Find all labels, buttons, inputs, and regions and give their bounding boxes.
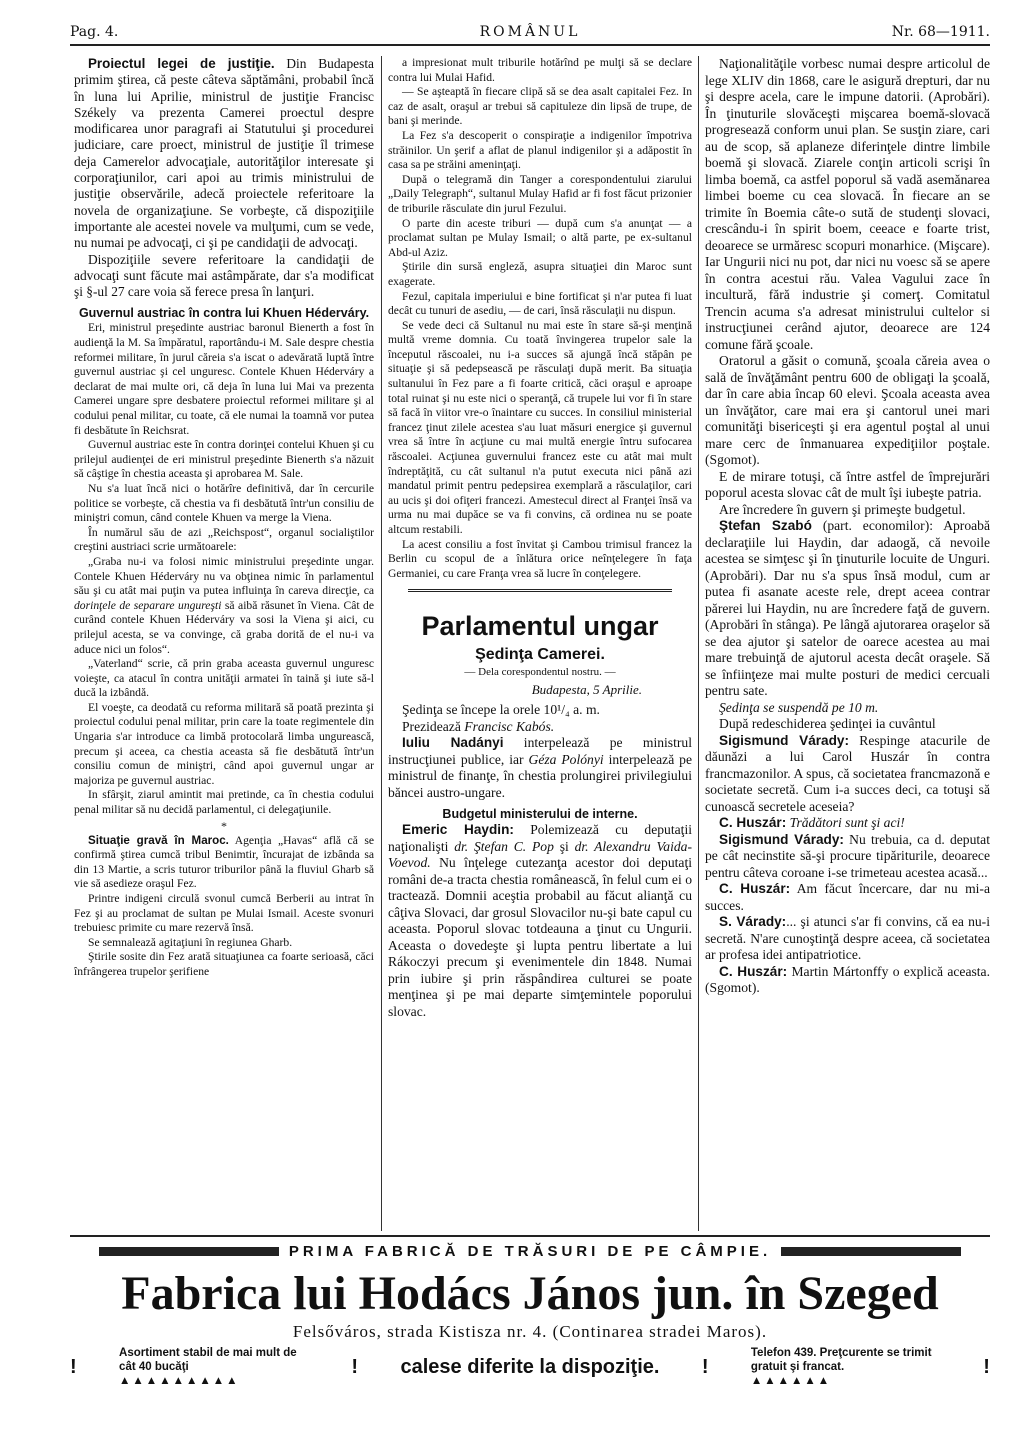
dateline: Budapesta, 5 Aprilie.	[531, 682, 642, 698]
ad-exclamation: !	[983, 1355, 990, 1378]
ad-assortment: Asortiment stabil de mai mult de cât 40 bucăţi ▲▲▲▲▲▲▲▲▲	[119, 1346, 309, 1388]
article-paragraph: La Fez s'a descoperit o conspiraţie a indigenilor împotriva străinilor. Un şerif a aflat de planul indigenilor şi a adăpostit în casa sa pe străini ameninţaţi.	[388, 128, 692, 172]
article-paragraph: Eri, ministrul preşedinte austriac baronul Bienerth a fost în audienţă la M. Sa împăratul, raportându-i M. Sale despre chestia reformei militare, în jurul căreia s'a iscat o adevărată luptă între guvernul austriac şi cel unguresc. Contele Khuen Héderváry a declarat de mai multe ori, că deja în luna lui Mai va prezenta Camerei ungare spre desbatere proiectul reformei militare şi al codului penal militar, cu toate, că ele numai la toamnă vor putea fi desbătute în Reichsrat.	[74, 321, 374, 437]
ad-address: Felsőváros, strada Kistisza nr. 4. (Continarea stradei Maros).	[292, 1322, 768, 1341]
article-paragraph: Nu s'a luat încă nici o hotărîre definitivă, dar în cercurile politice se vorbeşte, că chestia va fi desbătută într'un consiliu de miniştri comun, când contele Khuen va merge la Viena.	[74, 481, 374, 525]
article-paragraph: După redeschiderea şedinţei ia cuvântul	[719, 716, 936, 731]
section-separator: *	[221, 818, 227, 833]
article-paragraph: Are încredere în guvern şi primeşte budgetul.	[719, 501, 966, 517]
article-title: Proiectul legei de justiţie.	[88, 56, 275, 71]
article-paragraph: a impresionat mult triburile hotărînd pe mulţi să se declare contra lui Mulai Hafid.	[388, 56, 692, 84]
article-paragraph: La acest consiliu a fost învitat şi Cambou trimisul francez la Berlin cu scopul de a înlătura orice neînţelegere în faţa Germaniei, cu care Franţa vrea să lucre în conţelegere.	[388, 537, 692, 580]
article-paragraph: Şedinţa se suspendă pe 10 m.	[719, 699, 879, 715]
article-paragraph: In sfârşit, ziarul amintit mai pretinde, ca în chestia codului penal militar să nu decidă parlamentul, ci delegaţiunile.	[74, 788, 374, 817]
article-paragraph: Sigismund Várady: Nu trebuia, ca d. deputat pe cât necinstite să-şi procure tipăriturile, deoarece pentru câteva coroane i-se trimeteau acestea acasă...	[705, 831, 990, 880]
ad-top-rule	[70, 1235, 990, 1237]
article-paragraph: E de mirare totuşi, că între astfel de împrejurări poporul acesta slovac cât de mult îşi iubeşte patria.	[705, 468, 990, 500]
ad-exclamation: !	[701, 1355, 709, 1378]
article-paragraph: Proiectul legei de justiţie. Din Budapesta primim ştirea, că peste câteva săptămâni, probabil încă în luna lui Aprilie, ministrul de justiţie Francisc Székely va prezenta Camerei proectul despre modificarea unor paragrafi ai Statutului şi procedurei judiciare, care proect, ministrul de justiţie îl trimese deja Camerelor advocaţiale, autorităţilor interesate şi corporaţiunilor, cari apoi au trimis ministrului de justiţie observările, adecă proiectele referitoare la novela de organizaţiune. Se vorbeşte, că dispoziţiile importante ale acestei novele va mulţumi, cum se vede, nu numai pe advocaţi, ci şi pe candidaţii de advocaţi.	[74, 56, 374, 251]
article-paragraph: Emeric Haydin: Polemizează cu deputaţii naţionalişti dr. Ştefan C. Pop şi dr. Alexandru Vaida-Voevod. Nu înţelege cutezanţa acestor doi deputaţi români de-a tracta chestia românească, în felul cum ei o tractează. Domnii aceştia probabil au făcut alianţă cu câţiva Slovaci, dar grosul Slovacilor nu-şi bate capul cu aceasta. Poporul slovac totdeauna a ţinut cu Ungurii. Aceasta o dovedeşte şi lupta pentru libertate a lui Rákoczyi precum şi evenimentele din 1848. Numai prin iubire şi prin răspândirea culturei se poate menţinea şi pe mai departe simţemintele poporului slovac.	[388, 822, 692, 1019]
header-rule	[70, 44, 990, 46]
article-paragraph: Printre indigeni circulă svonul cumcă Berberii au intrat în Fez şi au proclamat de sultan pe Mulai Ismail. Aceste svonuri trebuiesc primite cu mare rezervă însă.	[74, 892, 374, 935]
article-paragraph: „Vaterland“ scrie, că prin graba aceasta guvernul unguresc voieşte, ca atacul în contra unităţii armatei în taină şi iute să-l ducă la izbândă.	[74, 657, 374, 700]
article-paragraph: După o telegramă din Tanger a corespondentului ziarului „Daily Telegraph“, sultanul Mulay Hafid ar fi fost făcut prizonier de triburile răsculate din jurul Fezului.	[388, 172, 692, 215]
ad-exclamation: !	[351, 1355, 359, 1378]
article-paragraph: C. Huszár: Trădători sunt şi aci!	[719, 815, 905, 830]
article-paragraph: Sigismund Várady: Respinge atacurile de dăunăzi a lui Carol Huszár în contra francmazonilor. A spus, că societatea francmazonă e societate secretă. Cum i-a succes deci, ca totuşi să cunoască secretele aceseia?	[705, 732, 990, 814]
article-paragraph: Dispoziţiile severe referitoare la candidaţii de advocaţi sunt făcute mai astâmpărate, dar s'a modificat şi §-ul 27 care voia să ferece presa în lanţuri.	[74, 251, 374, 300]
ad-bar-left	[99, 1247, 279, 1256]
ad-telephone: Telefon 439. Preţcurente se trimit gratuit şi francat. ▲▲▲▲▲▲	[751, 1346, 941, 1388]
column-2	[388, 56, 692, 1231]
article-paragraph: El voeşte, ca deodată cu reforma militară să poată prezinta şi proiectul codului penal militar, prin care la toate regimentele din Ungaria s'ar introduce ca limbă protocolară limba ungurească, precum şi aceea, ca chestia aceasta să fie desbătută într'un consiliu comun de miniştri, când apoi guvernul ungar ar majoriza pe guvernul austriac.	[74, 700, 374, 787]
article-paragraph: Şedinţa se începe la orele 10¹/₄ a. m.	[402, 702, 600, 718]
article-title: Guvernul austriac în contra lui Khuen Héderváry.	[78, 306, 370, 321]
article-title: Situaţie gravă în Maroc.	[88, 833, 229, 847]
article-paragraph: Se vede deci că Sultanul nu mai este în stare să-şi menţină multă vreme domnia. Cu toată învingerea trupelor sale la începutul răscoalei, nu i-a succes să ajungă încă stăpân pe situaţie şi să pedepsească pe răsculaţi după merit. Ba situaţia sultanului în Fez pare a fi foarte critică, căci oraşul e aproape total ruinat şi nu este nici o speranţă, că trupele lui vor fi în stare să facă în viitor vre-o înaintare cu succes. In consiliul ministerial francez ţinut zilele acestea s'au luat măsuri energice şi guvernul vrea să între în acţiune cu mai multă energie întru sufocarea răscoalei. Acţiunea guvernului francez este cu atât mai mult îndreptăţită, cu cât sultanul n'a putut executa nici până azi mandatul primit pentru pedepsirea exemplară a răsculaţilor, cari au ucis şi doi ofiţeri francezi. Amestecul direct al Franţei însă va urma nu mai dupăce se va fi convins, că ordinea nu se poate altcum restabili.	[388, 318, 692, 536]
article-paragraph: Oratorul a găsit o comună, şcoala căreia avea o sală de învăţământ pentru 600 de obligaţi la şcoală, dar în care abia încap 60 elevi. Şcoala aceasta avea un învăţător, care mai era şi cantorul unei mari comunităţi bisericeşti şi era agentul poştal al unui mare cerc de înmanuarea expediţiilor poştale. (Sgomot).	[705, 353, 990, 467]
article-paragraph: C. Huszár: Am făcut încercare, dar nu mi-a succes.	[705, 881, 990, 913]
article-paragraph: În numărul său de azi „Reichspost“, organul socialiştilor creştini austriaci scrie următoarele:	[74, 525, 374, 554]
article-paragraph: Se semnalează agitaţiuni în regiunea Gharb.	[88, 935, 293, 949]
ad-bar-right	[781, 1247, 961, 1256]
ad-banner	[70, 1243, 990, 1260]
page-header	[70, 24, 990, 46]
section-rule	[408, 589, 672, 592]
article-paragraph: „Graba nu-i va folosi nimic ministrului preşedinte ungar. Contele Khuen Héderváry nu va obţinea nimic în parlamentul său şi cu atât mai puţin va putea influinţa în careva direcţie, ca dorinţele de separare ungureşti să aibă răsunet în Viena. Cât de curând contele Khuen Héderváry va sosi la Viena şi aici, cu prilejul acesta, se va convinge, că graba dorită de el nu-i va aduce nici un folos“.	[74, 554, 374, 656]
page-number: Pag. 4.	[70, 24, 119, 40]
article-paragraph: Situaţie gravă în Maroc. Agenţia „Havas“ află că se confirmă ştirea cumcă tribul Benimtir, încurajat de izbânda sa din 13 Martie, a scris tuturor triburilor până la fluviul Gharb să vie să asedieze oraşul Fez.	[74, 833, 374, 891]
parliament-header	[388, 610, 692, 698]
column-divider	[698, 56, 699, 1231]
article-paragraph: S. Várady:... şi atunci s'ar fi convins, că ea nu-i secretă. N'are cunoştinţă despre aceea, că societatea ar profesa idei antipatriotice.	[705, 914, 990, 962]
issue-number: Nr. 68—1911.	[891, 24, 990, 40]
ad-banner-text: PRIMA FABRICĂ DE TRĂSURI DE PE CÂMPIE.	[288, 1243, 772, 1260]
ad-dots: ▲▲▲▲▲▲	[750, 1375, 832, 1387]
newspaper-title: ROMÂNUL	[479, 24, 581, 40]
ad-dots: ▲▲▲▲▲▲▲▲▲	[119, 1375, 240, 1387]
article-paragraph: Guvernul austriac este în contra dorinţei contelui Khuen şi cu prilejul audienţei de eri ministrul preşedinte Bienerth s'a năzuit să câştige în chestia aceasta şi aprobarea M. Sale.	[74, 438, 374, 481]
column-1	[74, 56, 374, 1231]
advertisement	[70, 1235, 990, 1440]
article-paragraph: Ştirile din sursă engleză, asupra situaţiei din Maroc sunt exagerate.	[388, 260, 692, 288]
article-paragraph: Fezul, capitala imperiului e bine fortificat şi n'ar putea fi luat decât cu tunuri de asediu, — de cari, însă răsculaţii nu dispun.	[388, 289, 692, 318]
article-paragraph: C. Huszár: Martin Mártonffy o explică aceasta. (Sgomot).	[705, 963, 990, 995]
subsection-title: Budgetul ministerului de interne.	[442, 807, 638, 822]
article-paragraph: Naţionalităţile vorbesc numai despre articolul de lege XLIV din 1868, care le asigură drepturi, dar nu şi despre acela, care le impune datorii. (Aprobări). În ţinuturile slovăceşti mişcarea boemă-slovacă progresează conform unui plan. Se susţin ziare, cari au de scop, să aplaneze diferinţele dintre limbile boemă şi slovacă. Ziarele conţin articoli scrişi în limba boemă, ca astfel poporul să vadă asemănarea limbei boeme cu cea slovacă. În fiecare an se trimite în Boemia câte-o sută de studenţi slovaci, crescându-i în spirit boem, ceeace e foarte trist, deoarece se urmăresc scopuri monarhice. (Mişcare). Iar Ungurii nici nu pot, dar nici nu voesc să se apere în contra acestui rău. Valea Vagului zace în incultură, fără industrie şi comerţ. Comitatul Trencin acuma s'a adresat ministrului cultelor si instrucţiunei cerând ajutor, deoarece are 124 comune fără şcoale.	[705, 56, 990, 352]
article-paragraph: Ştefan Szabó (part. economilor): Aproabă declaraţiile lui Haydin, dar adaogă, că nevoile acestea se simţesc şi în ţinuturile locuite de Unguri. (Aprobări). Dar nu s'a spus însă modul, cum ar putea fi asanate aceste rele, drept aceea contrar părerei lui Haydin, nu are încredere faţă de guvern. (Aprobări în stânga). Pe lângă ajutorarea oraşelor să se dea ajutor şi satelor de oarece acestea au mai mare trebuinţă de ajutorul acesta decât oraşele. Să se înfiinţeze mai multe posturi de medici cercuali pentru sate.	[705, 518, 990, 698]
ad-exclamation: !	[70, 1355, 77, 1378]
section-subtitle: Şedinţa Camerei.	[475, 646, 605, 664]
article-paragraph: Ştirile sosite din Fez arată situaţiunea ca foarte serioasă, căci înfrângerea trupelor şerifiene	[74, 950, 374, 978]
column-divider	[381, 56, 382, 1231]
correspondent-line: — Dela corespondentul nostru. —	[464, 666, 616, 679]
section-title: Parlamentul ungar	[421, 611, 659, 642]
ad-company-name: Fabrica lui Hodács János jun. în Szeged	[121, 1267, 939, 1320]
article-paragraph: — Se aşteaptă în fiecare clipă să se dea asalt capitalei Fez. In caz de asalt, oraşul ar trebui să capituleze din lipsă de trupe, de bani şi merinde.	[388, 85, 692, 128]
article-paragraph: Iuliu Nadányi interpelează pe ministrul instrucţiunei publice, iar Géza Polónyi interpelează pe ministrul de finanţe, în chestia prolungirei privilegiului băncei austro-ungare.	[388, 735, 692, 800]
article-paragraph: O parte din aceste triburi — după cum s'a anunţat — a proclamat sultan pe Mulay Ismail; o altă parte, pe ex-sultanul Abd-ul Aziz.	[388, 216, 692, 259]
column-3	[705, 56, 990, 1231]
article-paragraph: Prezidează Francisc Kabós.	[402, 718, 555, 734]
ad-bottom-row	[70, 1346, 990, 1388]
ad-middle-text: calese diferite la dispoziţie.	[400, 1355, 660, 1378]
